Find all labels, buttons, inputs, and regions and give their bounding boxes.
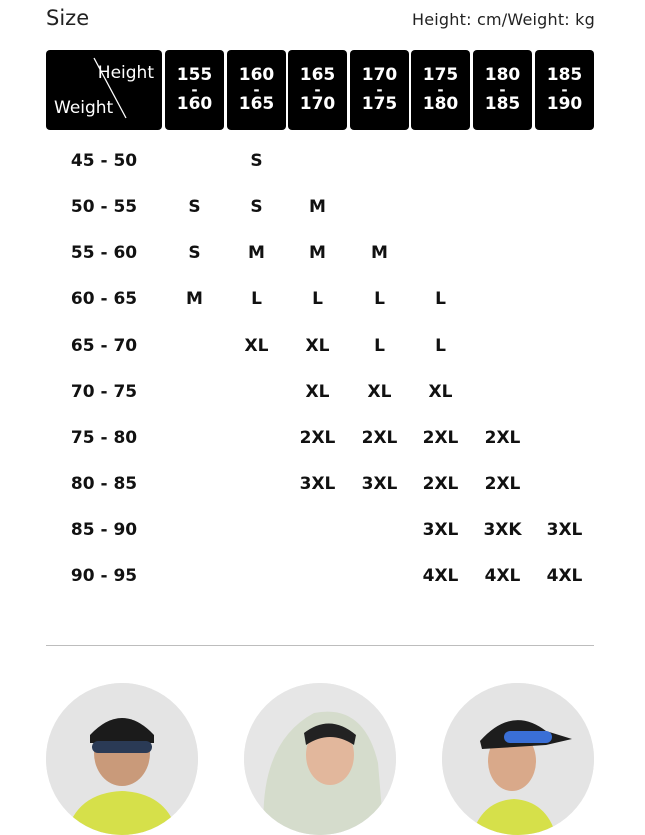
weight-range-label: 85 - 90	[70, 520, 138, 540]
height-range-header	[288, 50, 347, 130]
model-photo-3-icon	[442, 683, 594, 835]
height-range-sep: -	[191, 81, 198, 99]
size-cell: S	[188, 197, 201, 217]
size-cell: 4XL	[546, 566, 583, 586]
height-range-sep: -	[253, 81, 260, 99]
weight-range-label: 80 - 85	[70, 474, 138, 494]
size-cell: 3XL	[422, 520, 459, 540]
size-cell: 3XL	[546, 520, 583, 540]
height-range-from: 175	[422, 65, 459, 85]
header-corner-cell	[46, 50, 162, 130]
model-photo-1-icon	[46, 683, 198, 835]
height-range-to: 165	[238, 94, 275, 114]
weight-range-label: 55 - 60	[70, 243, 138, 263]
size-cell: L	[435, 289, 446, 309]
size-cell: 3XL	[361, 474, 398, 494]
unit-note: Height: cm/Weight: kg	[412, 10, 595, 29]
size-cell: XL	[428, 382, 453, 402]
size-cell: L	[312, 289, 323, 309]
height-range-from: 185	[546, 65, 583, 85]
model-photo-2-icon	[244, 683, 396, 835]
height-range-to: 170	[299, 94, 336, 114]
height-range-header	[165, 50, 224, 130]
weight-range-label: 65 - 70	[70, 336, 138, 356]
model-photo-3	[442, 683, 594, 835]
size-cell: M	[309, 197, 326, 217]
height-range-to: 185	[484, 94, 521, 114]
height-range-sep: -	[314, 81, 321, 99]
size-cell: 3XK	[483, 520, 522, 540]
weight-range-label: 70 - 75	[70, 382, 138, 402]
size-cell: L	[374, 289, 385, 309]
size-cell: XL	[305, 382, 330, 402]
height-range-sep: -	[437, 81, 444, 99]
diagonal-divider-icon	[46, 50, 162, 130]
height-range-to: 190	[546, 94, 583, 114]
height-range-to: 160	[176, 94, 213, 114]
size-cell: L	[374, 336, 385, 356]
size-cell: S	[188, 243, 201, 263]
page-title: Size	[46, 6, 90, 30]
model-photo-2	[244, 683, 396, 835]
size-cell: L	[435, 336, 446, 356]
size-cell: M	[186, 289, 203, 309]
weight-range-label: 45 - 50	[70, 151, 138, 171]
size-cell: L	[251, 289, 262, 309]
corner-weight-label: Weight	[54, 98, 114, 118]
weight-range-label: 75 - 80	[70, 428, 138, 448]
height-range-header	[350, 50, 409, 130]
height-range-from: 155	[176, 65, 213, 85]
model-photo-1	[46, 683, 198, 835]
height-range-from: 160	[238, 65, 275, 85]
height-range-header	[411, 50, 470, 130]
height-range-header	[227, 50, 286, 130]
size-cell: XL	[244, 336, 269, 356]
weight-range-label: 90 - 95	[70, 566, 138, 586]
height-range-sep: -	[376, 81, 383, 99]
size-cell: XL	[305, 336, 330, 356]
size-cell: M	[248, 243, 265, 263]
height-range-sep: -	[499, 81, 506, 99]
height-range-from: 165	[299, 65, 336, 85]
weight-range-label: 50 - 55	[70, 197, 138, 217]
size-cell: XL	[367, 382, 392, 402]
height-range-sep: -	[561, 81, 568, 99]
height-range-from: 180	[484, 65, 521, 85]
size-cell: 2XL	[484, 474, 521, 494]
section-divider	[46, 645, 594, 646]
size-cell: 3XL	[299, 474, 336, 494]
size-cell: 4XL	[484, 566, 521, 586]
size-cell: S	[250, 197, 263, 217]
size-cell: 2XL	[422, 428, 459, 448]
height-range-to: 180	[422, 94, 459, 114]
height-range-from: 170	[361, 65, 398, 85]
height-range-header	[473, 50, 532, 130]
size-cell: S	[250, 151, 263, 171]
weight-range-label: 60 - 65	[70, 289, 138, 309]
size-cell: M	[371, 243, 388, 263]
height-range-header	[535, 50, 594, 130]
size-cell: 2XL	[484, 428, 521, 448]
size-cell: 2XL	[422, 474, 459, 494]
corner-height-label: Height	[97, 63, 154, 83]
size-cell: 2XL	[299, 428, 336, 448]
size-cell: M	[309, 243, 326, 263]
size-cell: 4XL	[422, 566, 459, 586]
size-cell: 2XL	[361, 428, 398, 448]
height-range-to: 175	[361, 94, 398, 114]
